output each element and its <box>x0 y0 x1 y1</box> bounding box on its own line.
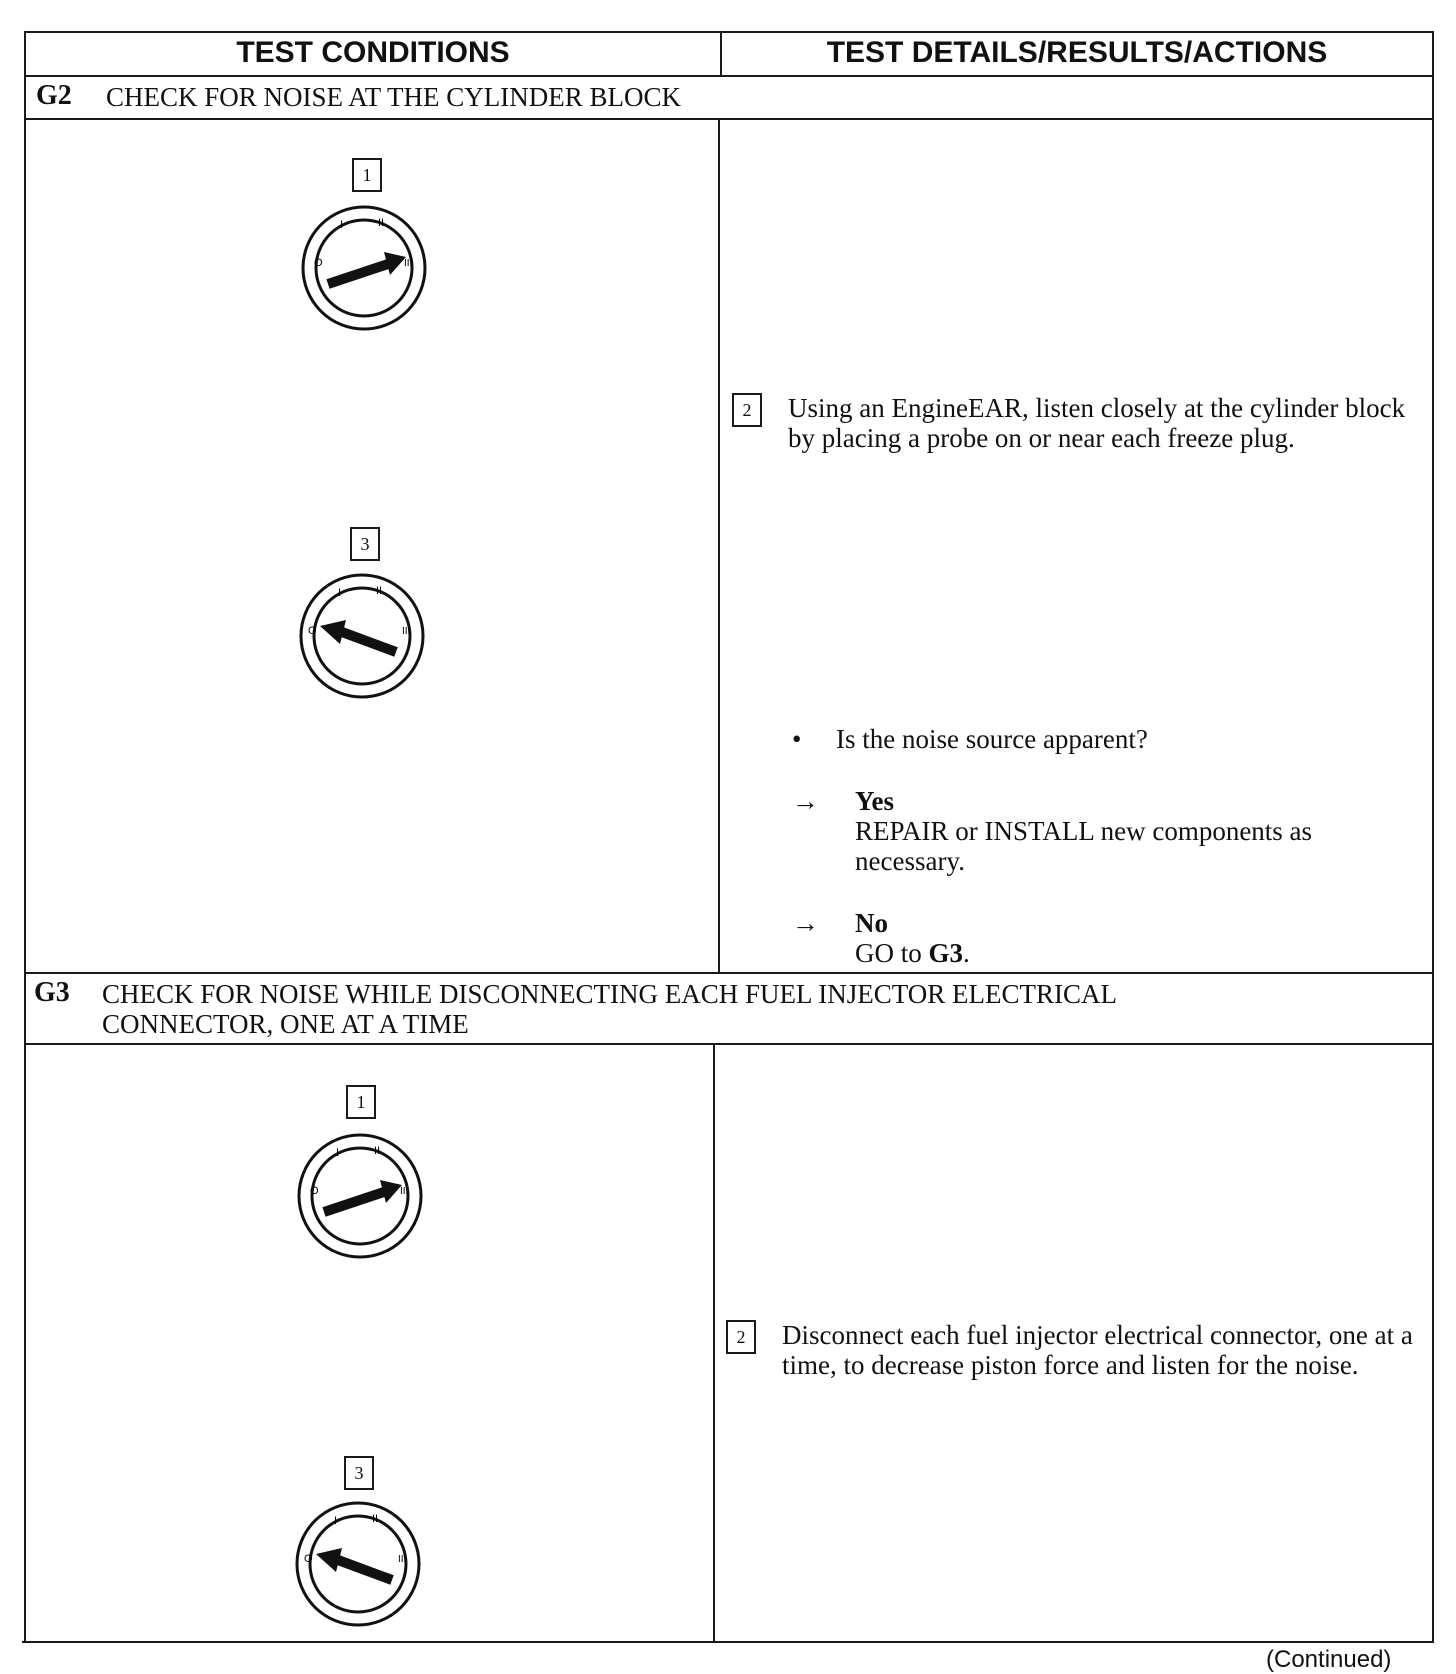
g2-no-arrow: → <box>792 908 819 938</box>
g2-no-action-prefix: GO to <box>855 938 929 968</box>
g3-ign1-pos-off: O <box>310 1185 319 1197</box>
g2-ign1-pos-acc: I <box>340 219 344 231</box>
header-test-conditions: TEST CONDITIONS <box>236 36 510 69</box>
g3-ign1-pos-start: III <box>400 1186 409 1197</box>
g3-ign3-pos-run: II <box>372 1513 379 1525</box>
g3-title-top <box>24 972 1434 974</box>
g2-ign3-pos-run: II <box>376 585 383 597</box>
g3-ignition-switch-off <box>294 1500 422 1628</box>
g3-section-title-line1: CHECK FOR NOISE WHILE DISCONNECTING EACH FUEL INJECTOR ELECTRICAL <box>102 979 1117 1009</box>
g2-step-3-box: 3 <box>350 527 380 561</box>
g2-ign1-pos-off: O <box>314 257 323 269</box>
g2-ignition-switch-off <box>298 572 426 700</box>
g3-column-divider <box>713 1045 715 1641</box>
g2-question-bullet: • <box>792 724 802 754</box>
g3-step-3-box: 3 <box>344 1456 374 1490</box>
g2-no-action <box>855 938 970 968</box>
g3-step-2-box: 2 <box>726 1320 756 1354</box>
g3-ign1-pos-acc: I <box>336 1147 340 1159</box>
g2-yes-arrow: → <box>792 786 819 816</box>
g2-step-2-box: 2 <box>732 393 762 427</box>
g3-ign3-pos-off: O <box>304 1553 313 1565</box>
g2-no-label: No <box>855 908 888 938</box>
g3-section-id: G3 <box>34 977 70 1008</box>
g2-step-2-text: Using an EngineEAR, listen closely at the cylinder block by placing a probe on or near each freeze plug. <box>788 393 1406 453</box>
g2-title-divider <box>26 118 1434 120</box>
header-test-details: TEST DETAILS/RESULTS/ACTIONS <box>826 36 1328 69</box>
table-border-right <box>1432 31 1434 1641</box>
g2-ign3-pos-start: III <box>402 626 411 637</box>
g2-no-action-suffix: . <box>963 938 970 968</box>
g2-ign3-pos-off: O <box>308 625 317 637</box>
g3-ignition-switch-on <box>296 1132 424 1260</box>
continued-note: (Continued) <box>1266 1646 1392 1673</box>
g3-step-1-box: 1 <box>346 1085 376 1119</box>
g2-yes-label: Yes <box>855 786 894 816</box>
g2-yes-action: REPAIR or INSTALL new components as necessary. <box>855 816 1313 876</box>
table-border-bottom <box>22 1641 1434 1643</box>
g3-ign3-pos-acc: I <box>334 1515 338 1527</box>
g2-column-divider <box>718 118 720 972</box>
g3-ign1-pos-run: II <box>374 1145 381 1157</box>
g2-section-title: CHECK FOR NOISE AT THE CYLINDER BLOCK <box>106 82 682 112</box>
table-border-left <box>24 31 26 1641</box>
g2-section-id: G2 <box>36 80 72 111</box>
g2-ign3-pos-acc: I <box>338 587 342 599</box>
g3-title-bottom <box>24 1043 1434 1045</box>
g3-ign3-pos-start: III <box>398 1554 407 1565</box>
g2-question: Is the noise source apparent? <box>836 724 1148 754</box>
g2-step-1-box: 1 <box>352 158 382 192</box>
table-border-top <box>26 31 1434 33</box>
g2-ignition-switch-on <box>300 204 428 332</box>
g2-ign1-pos-start: III <box>404 258 413 269</box>
g3-step-2-text: Disconnect each fuel injector electrical connector, one at a time, to decrease piston force and listen for the noise. <box>782 1320 1413 1380</box>
g2-ign1-pos-run: II <box>378 217 385 229</box>
g2-no-action-target: G3 <box>928 938 964 968</box>
header-divider <box>26 75 1434 77</box>
g3-section-title-line2: CONNECTOR, ONE AT A TIME <box>102 1009 469 1039</box>
